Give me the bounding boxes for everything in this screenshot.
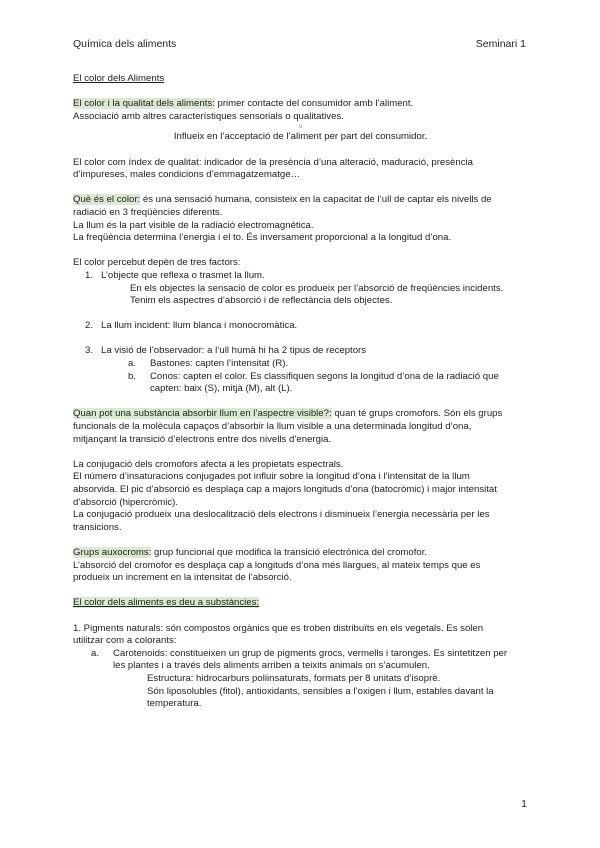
sub-list-item: a. Carotenoids: constitueixen un grup de pigments grocs, vermells i taronges. Es sintetitzen per	[91, 647, 508, 659]
text-line: Influeix en l’acceptació de l’aliment per part del consumidor.	[173, 131, 428, 143]
highlight-term: Què és el color:	[73, 194, 141, 206]
header-right: Seminari 1	[475, 38, 526, 50]
text-line: La conjugació produeix una deslocalització dels electrons i disminueix l’energia necessària per les	[73, 509, 490, 521]
highlight-term: El color dels aliments es deu a substàncies:	[73, 597, 260, 609]
text-line: absorvida. El pic d’absorció es desplaça cap a majors longituds d’ona (batocròmic) i major intensitat	[73, 484, 497, 495]
highlight-term: El color i la qualitat dels aliments:	[73, 98, 215, 110]
sub-list-item: a. Bastones: capten l’intensitat (R).	[128, 358, 289, 370]
paragraph-auxochromes: Grups auxocroms: grup funcional que modifica la transició electrònica del cromofor.	[73, 546, 428, 558]
text-line: L’absorció del cromofor es desplaça cap a longituds d’ona més llargues, al mateix temps que es	[73, 559, 481, 571]
text-line: produeix un increment en la intensitat de l’absorció.	[73, 572, 292, 584]
text-line: Són liposolubles (fitol), antioxidants, sensibles a l’oxigen i llum, estables davant la	[147, 685, 494, 697]
text-line: La llum és la part visible de la radiació electromagnètica.	[73, 219, 314, 231]
text-line: En els objectes la sensació de color es produeix per l’absorció de freqüències incidents.	[130, 282, 504, 294]
text-line: El número d’insaturacions conjugades pot influir sobre la longitud d’ona i l’intensitat de la llum	[73, 471, 470, 483]
text-line: d’absorció (hipercròmic).	[73, 496, 179, 508]
sub-list-item: b. Conos: capten el color. Es classifiquen segons la longitud d’ona de la radiació que	[128, 370, 499, 382]
text-line: mitjançant la transició d’electrons entre dos nivells d’energia.	[73, 433, 332, 445]
highlight-term: Quan pot una substància absorbir llum en l’aspectre visible?:	[73, 408, 332, 420]
text-line: Estructura: hidrocarburs poliinsaturats, formats per 8 unitats d’isoprè.	[147, 672, 441, 684]
text-line: El color percebut depèn de tres factors:	[73, 257, 241, 269]
page-number: 1	[521, 798, 527, 810]
text-line: Associació amb altres característiques sensorials o qualitatives.	[73, 110, 344, 122]
text-line: El color com índex de qualitat: indicador de la presència d’una alteració, maduració, presència	[73, 156, 473, 168]
text-line: transicions.	[73, 521, 122, 533]
highlight-term: Grups auxocroms:	[73, 546, 152, 558]
text-line: d’impureses, males condicions d’emmagatzematge…	[73, 169, 301, 181]
document-title: El color dels Aliments	[73, 73, 165, 84]
bullet-marker: o	[298, 124, 303, 131]
text-line: Tenim els aspectres d’absorció i de reflectància dels objectes.	[130, 295, 393, 307]
paragraph-absorb-light: Quan pot una substància absorbir llum en l’aspectre visible?: quan té grups cromofors. Són els grups	[73, 408, 503, 420]
header-left: Química dels aliments	[73, 38, 177, 50]
text-line: La conjugació dels cromofors afecta a les propietats espectrals.	[73, 458, 344, 470]
text-line: capten: baix (S), mitjà (M), alt (L).	[150, 383, 293, 395]
list-item: 3. La visió de l’observador: a l’ull humà hi ha 2 tipus de receptors	[84, 345, 367, 357]
text-line: utilitzar com a colorants:	[73, 635, 177, 647]
text-line: 1. Pigments naturals: són compostos orgànics que es troben distribuïts en els vegetals. Es solen	[73, 622, 484, 634]
list-item: 2. La llum incident: llum blanca i monocromàtica.	[84, 320, 298, 332]
paragraph-color-quality: El color i la qualitat dels aliments: primer contacte del consumidor amb l’aliment.	[73, 98, 414, 110]
text-line: les plantes i a través dels aliments arriben a teixits animals on s’acumulen.	[113, 660, 430, 672]
text-line: radiació en 3 freqüències diferents.	[73, 206, 223, 218]
text-line: funcionals de la molècula capaços d’absorbir la llum visible a una determinada longitud d’ona,	[73, 421, 472, 433]
section-heading	[73, 597, 528, 610]
list-item: 1. L’objecte que reflexa o trasmet la llum.	[84, 269, 265, 281]
document-body	[73, 73, 528, 711]
text-line: temperatura.	[147, 698, 202, 710]
text-line: La freqüència determina l’energia i el to. És inversament proporcional a la longitud d’ona.	[73, 232, 452, 244]
paragraph-what-is-color: Què és el color: és una sensació humana, consisteix en la capacitat de l’ull de captar els nivells de	[73, 194, 492, 206]
